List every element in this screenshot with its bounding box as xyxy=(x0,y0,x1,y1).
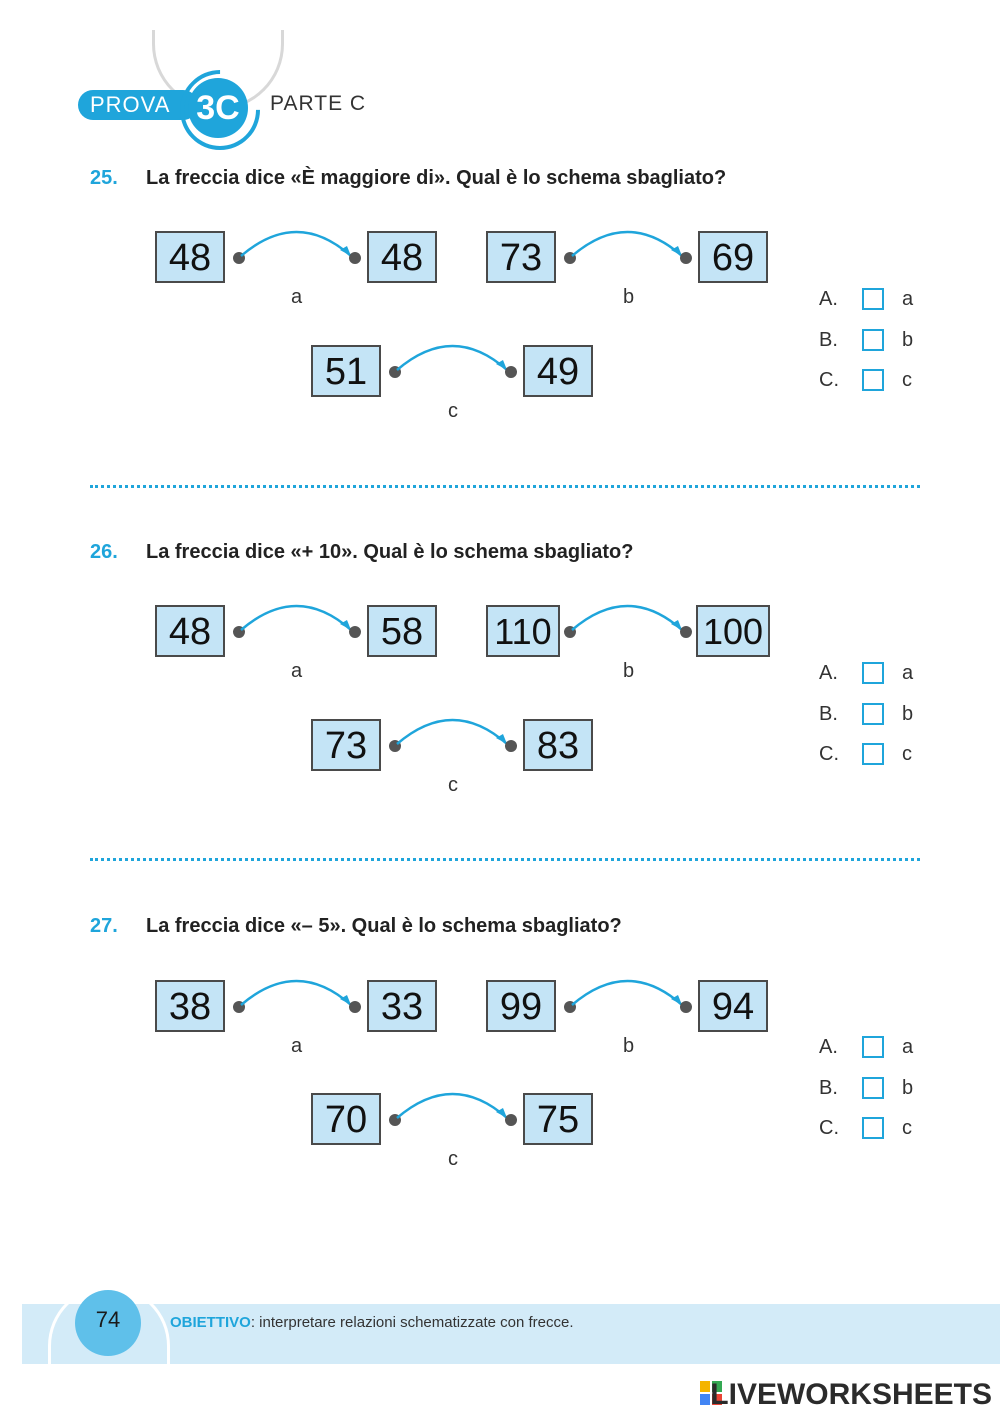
answer-checkbox[interactable] xyxy=(862,288,884,310)
arrow-icon xyxy=(395,1084,515,1124)
schema-label: a xyxy=(291,286,303,308)
arrow-end-dot xyxy=(680,626,692,638)
option-q26-b[interactable] xyxy=(819,703,929,729)
schema-label: b xyxy=(623,660,635,682)
answer-checkbox[interactable] xyxy=(862,743,884,765)
question-text: La freccia dice «– 5». Qual è lo schema sbagliato? xyxy=(146,915,622,937)
question-number: 26. xyxy=(90,541,118,563)
to-number-box: 94 xyxy=(698,980,768,1032)
arrow-end-dot xyxy=(505,740,517,752)
to-number-box: 69 xyxy=(698,231,768,283)
from-number-box: 38 xyxy=(155,980,225,1032)
option-q25-a[interactable] xyxy=(819,288,929,314)
section-title: PARTE C xyxy=(270,92,367,115)
option-letter: A. xyxy=(819,662,838,684)
option-letter: C. xyxy=(819,369,839,391)
from-number-box: 48 xyxy=(155,231,225,283)
option-q27-c[interactable] xyxy=(819,1117,929,1143)
option-answer: c xyxy=(902,369,912,391)
answer-checkbox[interactable] xyxy=(862,369,884,391)
arrow-end-dot xyxy=(505,1114,517,1126)
arrow-end-dot xyxy=(349,1001,361,1013)
arrow-icon xyxy=(570,596,690,636)
schema-label: b xyxy=(623,1035,635,1057)
to-number-box: 75 xyxy=(523,1093,593,1145)
question-number: 25. xyxy=(90,167,118,189)
from-number-box: 73 xyxy=(311,719,381,771)
arrow-end-dot xyxy=(680,1001,692,1013)
option-letter: C. xyxy=(819,743,839,765)
arrow-icon xyxy=(570,971,690,1011)
option-answer: a xyxy=(902,288,914,310)
option-answer: a xyxy=(902,662,914,684)
option-q27-b[interactable] xyxy=(819,1077,929,1103)
from-number-box: 48 xyxy=(155,605,225,657)
to-number-box: 48 xyxy=(367,231,437,283)
dotted-divider xyxy=(90,485,920,488)
arrow-icon xyxy=(239,222,359,262)
arrow-end-dot xyxy=(680,252,692,264)
answer-checkbox[interactable] xyxy=(862,662,884,684)
arrow-icon xyxy=(239,596,359,636)
arrow-icon xyxy=(395,336,515,376)
schema-label: c xyxy=(448,1148,458,1170)
option-answer: b xyxy=(902,703,914,725)
option-q25-b[interactable] xyxy=(819,329,929,355)
objective-note xyxy=(170,1314,574,1331)
to-number-box: 49 xyxy=(523,345,593,397)
option-letter: A. xyxy=(819,1036,838,1058)
question-26 xyxy=(90,541,633,564)
test-badge: 3C xyxy=(188,78,248,138)
option-letter: C. xyxy=(819,1117,839,1139)
from-number-box: 70 xyxy=(311,1093,381,1145)
option-answer: c xyxy=(902,1117,912,1139)
option-letter: B. xyxy=(819,703,838,725)
from-number-box: 73 xyxy=(486,231,556,283)
dotted-divider xyxy=(90,858,920,861)
schema-label: c xyxy=(448,774,458,796)
schema-label: a xyxy=(291,1035,303,1057)
answer-checkbox[interactable] xyxy=(862,703,884,725)
option-q26-c[interactable] xyxy=(819,743,929,769)
arrow-end-dot xyxy=(349,252,361,264)
schema-label: b xyxy=(623,286,635,308)
to-number-box: 83 xyxy=(523,719,593,771)
page-number: 74 xyxy=(75,1290,141,1356)
objective-text: : interpretare relazioni schematizzate con frecce. xyxy=(250,1314,574,1331)
arrow-end-dot xyxy=(349,626,361,638)
question-25 xyxy=(90,167,726,190)
question-27 xyxy=(90,915,622,938)
option-answer: b xyxy=(902,329,914,351)
to-number-box: 100 xyxy=(696,605,770,657)
schema-label: a xyxy=(291,660,303,682)
to-number-box: 58 xyxy=(367,605,437,657)
option-letter: A. xyxy=(819,288,838,310)
option-answer: b xyxy=(902,1077,914,1099)
from-number-box: 51 xyxy=(311,345,381,397)
option-q25-c[interactable] xyxy=(819,369,929,395)
option-answer: a xyxy=(902,1036,914,1058)
brand-wordmark: LIVEWORKSHEETS xyxy=(710,1378,992,1411)
arrow-icon xyxy=(239,971,359,1011)
to-number-box: 33 xyxy=(367,980,437,1032)
option-q26-a[interactable] xyxy=(819,662,929,688)
option-letter: B. xyxy=(819,1077,838,1099)
schema-label: c xyxy=(448,400,458,422)
arrow-icon xyxy=(570,222,690,262)
option-letter: B. xyxy=(819,329,838,351)
answer-checkbox[interactable] xyxy=(862,1077,884,1099)
objective-key: OBIETTIVO xyxy=(170,1314,251,1331)
prova-label: PROVA xyxy=(78,90,198,120)
option-q27-a[interactable] xyxy=(819,1036,929,1062)
answer-checkbox[interactable] xyxy=(862,1117,884,1139)
answer-checkbox[interactable] xyxy=(862,329,884,351)
arrow-icon xyxy=(395,710,515,750)
answer-checkbox[interactable] xyxy=(862,1036,884,1058)
from-number-box: 110 xyxy=(486,605,560,657)
arrow-end-dot xyxy=(505,366,517,378)
option-answer: c xyxy=(902,743,912,765)
question-text: La freccia dice «+ 10». Qual è lo schema sbagliato? xyxy=(146,541,634,563)
question-text: La freccia dice «È maggiore di». Qual è lo schema sbagliato? xyxy=(146,167,727,189)
from-number-box: 99 xyxy=(486,980,556,1032)
question-number: 27. xyxy=(90,915,118,937)
